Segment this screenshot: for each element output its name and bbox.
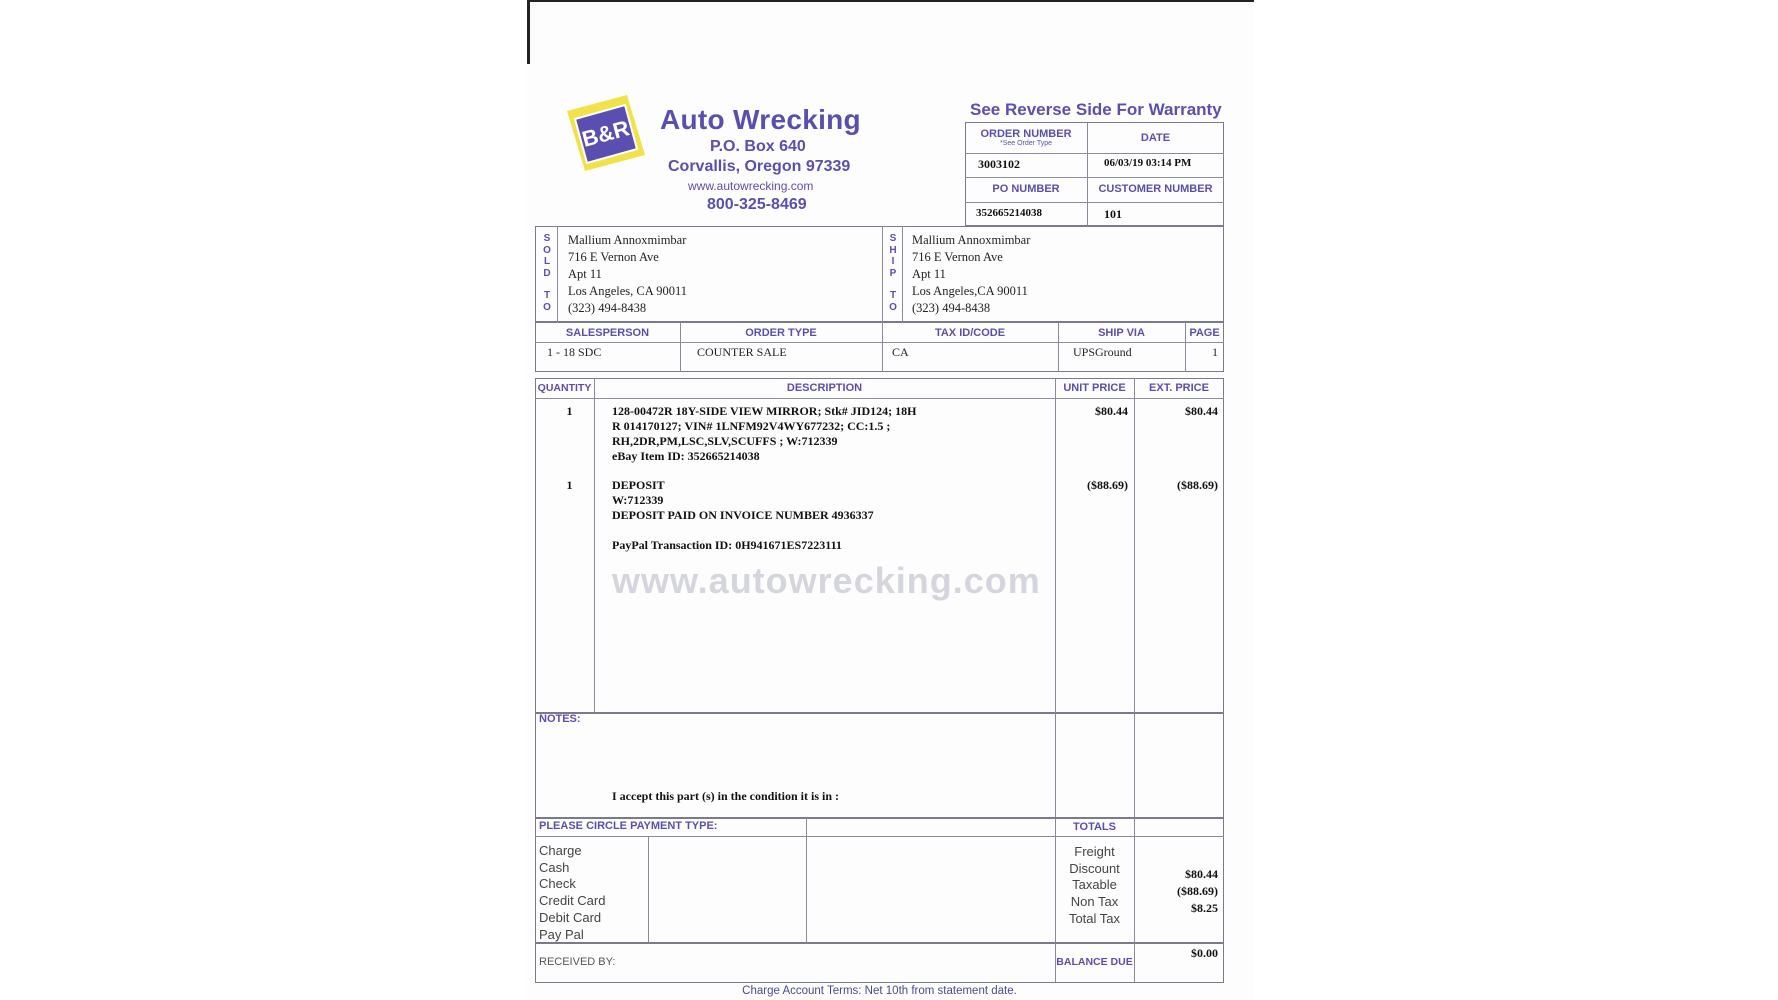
- page-label: PAGE: [1189, 327, 1220, 339]
- order-type-label: ORDER TYPE: [745, 327, 817, 339]
- payment-type-pay-pal[interactable]: Pay Pal: [539, 926, 584, 942]
- totals-labels-list: [1055, 844, 1134, 928]
- item-2-quantity: 1: [566, 478, 573, 492]
- logo-text: B&R: [579, 115, 632, 152]
- company-website: www.autowrecking.com: [688, 179, 814, 193]
- customer-number-value: 101: [1104, 207, 1122, 221]
- warranty-note: See Reverse Side For Warranty: [970, 100, 1222, 119]
- totals-values-list: [1134, 866, 1218, 917]
- paypal-transaction: PayPal Transaction ID: 0H941671ES7223111: [612, 538, 842, 552]
- description-header: DESCRIPTION: [786, 382, 863, 394]
- payment-type-label: PLEASE CIRCLE PAYMENT TYPE:: [539, 820, 718, 832]
- payment-types-list: [539, 843, 605, 943]
- scan-edge-top: [528, 0, 1254, 2]
- totals-value-3: $8.25: [1191, 901, 1218, 915]
- item-2-description: DEPOSIT W:712339 DEPOSIT PAID ON INVOICE NUMBER 4936337: [612, 478, 874, 522]
- item-2-ext-price: ($88.69): [1177, 478, 1218, 492]
- item-1-unit-price: $80.44: [1095, 404, 1128, 418]
- balance-due-label: BALANCE DUE: [1056, 956, 1133, 968]
- totals-total-tax-label: Total Tax: [1068, 910, 1121, 926]
- customer-number-label: CUSTOMER NUMBER: [1098, 183, 1213, 195]
- page-value: 1: [1212, 345, 1218, 359]
- totals-value-2: ($88.69): [1177, 884, 1218, 898]
- order-type-value: COUNTER SALE: [697, 345, 787, 359]
- totals-value-1: $80.44: [1185, 867, 1218, 881]
- company-phone: 800-325-8469: [707, 196, 807, 213]
- accept-condition-text: I accept this part (s) in the condition it is in :: [612, 789, 840, 803]
- tax-id-label: TAX ID/CODE: [934, 327, 1006, 339]
- salesperson-value: 1 - 18 SDC: [547, 345, 602, 359]
- ext-price-header: EXT. PRICE: [1149, 382, 1209, 394]
- unit-price-header: UNIT PRICE: [1063, 382, 1126, 394]
- company-address-line1: P.O. Box 640: [710, 138, 806, 155]
- notes-label: NOTES:: [539, 713, 581, 725]
- tax-id-value: CA: [892, 345, 909, 359]
- item-2-unit-price: ($88.69): [1087, 478, 1128, 492]
- totals-non-tax-label: Non Tax: [1070, 894, 1119, 910]
- payment-type-credit-card[interactable]: Credit Card: [539, 893, 606, 909]
- payment-type-charge[interactable]: Charge: [539, 843, 582, 858]
- company-logo: [565, 93, 647, 173]
- watermark: www.autowrecking.com: [612, 560, 1041, 601]
- payment-type-cash[interactable]: Cash: [539, 859, 570, 875]
- item-1-ext-price: $80.44: [1185, 404, 1218, 418]
- item-1-quantity: 1: [566, 404, 573, 418]
- ship-via-label: SHIP VIA: [1098, 327, 1145, 339]
- po-number-value: 352665214038: [976, 207, 1042, 219]
- sold-to-label: S O L D T O: [543, 233, 551, 313]
- ship-via-value: UPSGround: [1073, 345, 1132, 359]
- payment-type-debit-card[interactable]: Debit Card: [539, 909, 602, 925]
- footer-terms: Charge Account Terms: Net 10th from statement date.: [742, 985, 1017, 997]
- totals-freight-label: Freight: [1074, 844, 1115, 859]
- scan-edge-left: [527, 0, 530, 64]
- ship-to-address: Mallium Annoxmimbar 716 E Vernon Ave Apt 11 Los Angeles,CA 90011 (323) 494-8438: [912, 233, 1031, 315]
- received-by-label: RECEIVED BY:: [539, 956, 616, 968]
- item-1-description: 128-00472R 18Y-SIDE VIEW MIRROR; Stk# JID124; 18H R 014170127; VIN# 1LNFM92V4WY677232; CC:1.5 ; RH,2DR,PM,LSC,SLV,SCUFFS ; W:712339 eBay Item ID: 352665214038: [612, 404, 917, 463]
- date-label: DATE: [1140, 132, 1171, 144]
- payment-type-check[interactable]: Check: [539, 876, 576, 892]
- totals-taxable-label: Taxable: [1072, 877, 1117, 893]
- salesperson-label: SALESPERSON: [565, 327, 650, 339]
- totals-discount-label: Discount: [1069, 860, 1120, 876]
- order-number-sublabel: *See Order Type: [999, 140, 1052, 147]
- totals-label: TOTALS: [1073, 821, 1116, 833]
- sold-to-address: Mallium Annoxmimbar 716 E Vernon Ave Apt 11 Los Angeles, CA 90011 (323) 494-8438: [568, 233, 687, 315]
- ship-to-label: S H I P T O: [889, 233, 897, 313]
- quantity-header: QUANTITY: [537, 382, 592, 394]
- company-name: Auto Wrecking: [660, 104, 861, 135]
- company-address-line2: Corvallis, Oregon 97339: [668, 158, 851, 175]
- order-number-value: 3003102: [978, 157, 1020, 171]
- po-number-label: PO NUMBER: [992, 183, 1060, 195]
- order-number-label: ORDER NUMBER: [980, 128, 1072, 140]
- date-value: 06/03/19 03:14 PM: [1104, 157, 1192, 169]
- balance-due-value: $0.00: [1191, 946, 1218, 960]
